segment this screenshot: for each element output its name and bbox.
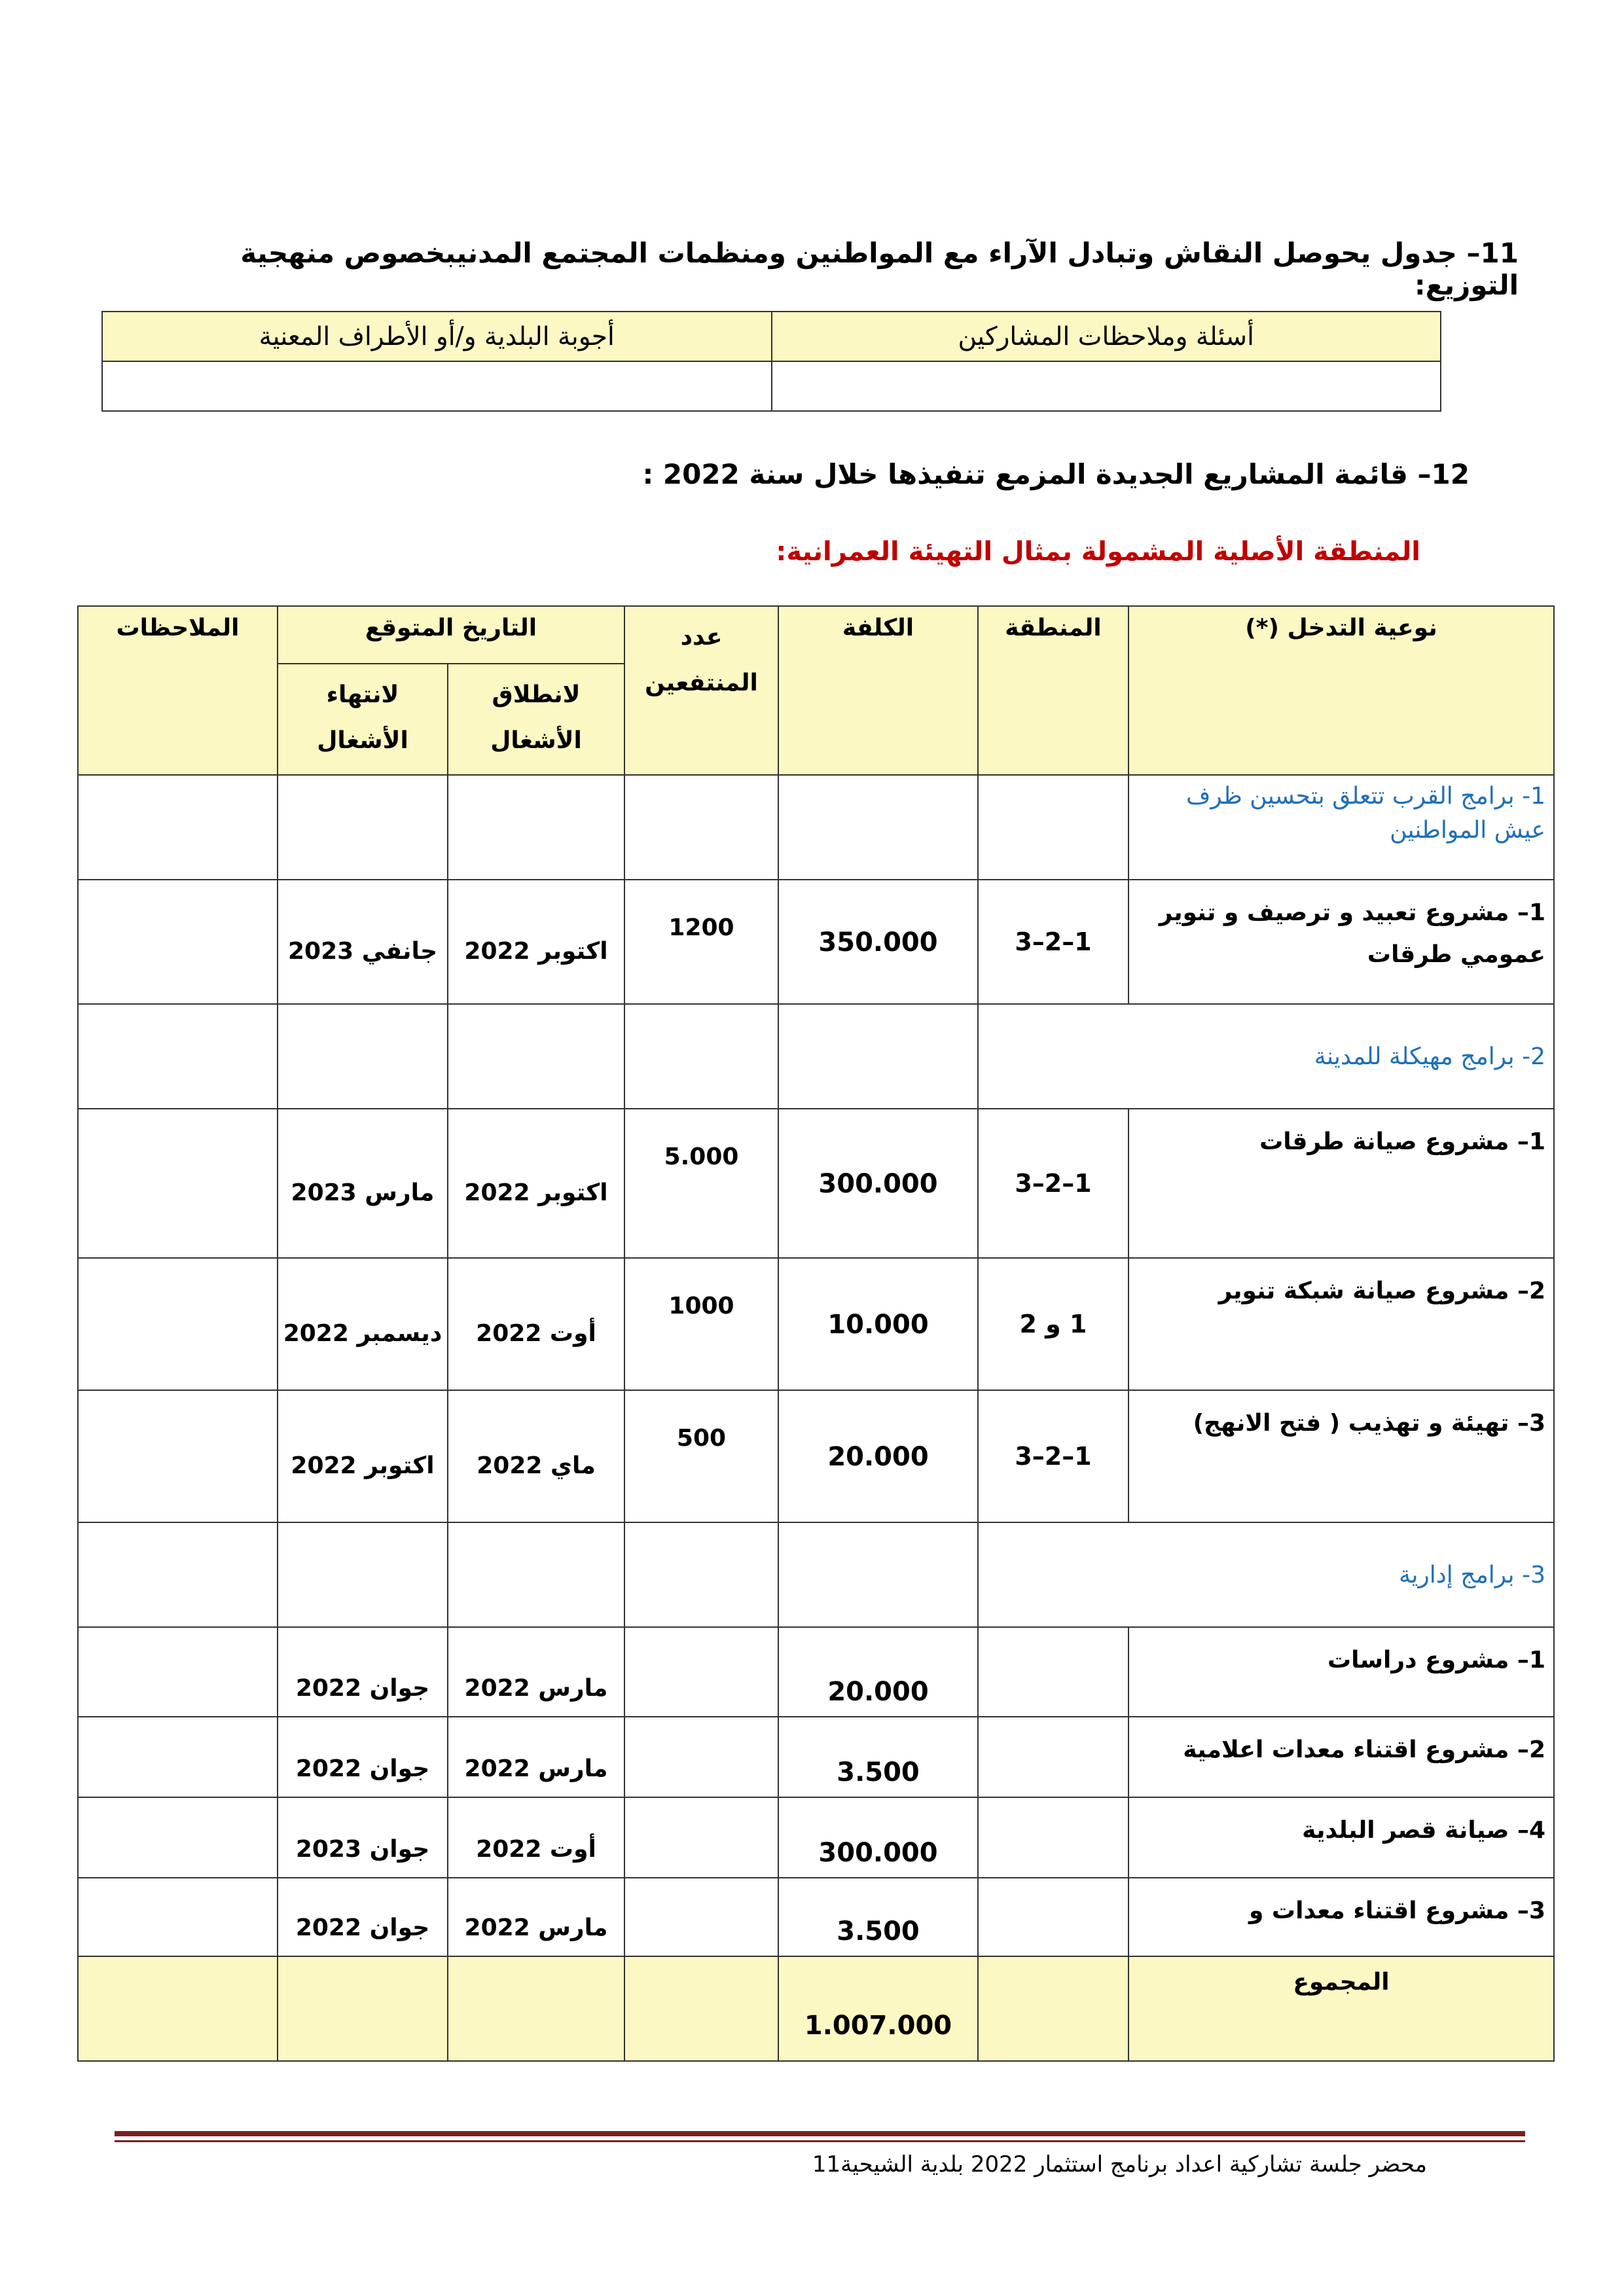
project-zone: 1 و 2 xyxy=(978,1258,1128,1390)
project-row xyxy=(78,1717,1554,1797)
project-cost: 20.000 xyxy=(778,1390,978,1522)
notes-cell xyxy=(78,1717,278,1797)
program-section-row xyxy=(78,775,1554,880)
answers-column-header: أجوبة البلدية و/أو الأطراف المعنية xyxy=(102,312,772,361)
project-end-date: مارس 2023 xyxy=(278,1109,448,1258)
project-row xyxy=(78,1797,1554,1878)
project-start-date: اكتوبر 2022 xyxy=(448,1109,624,1258)
project-beneficiaries xyxy=(624,1878,778,1956)
project-beneficiaries xyxy=(624,1797,778,1878)
notes-cell xyxy=(78,1627,278,1717)
notes-cell xyxy=(78,1109,278,1258)
project-name: 1– مشروع صيانة طرقات xyxy=(1128,1109,1554,1258)
start-cell xyxy=(448,1004,624,1109)
total-zone-cell xyxy=(978,1956,1128,2061)
project-cost: 3.500 xyxy=(778,1717,978,1797)
project-start-date: أوت 2022 xyxy=(448,1797,624,1878)
project-zone xyxy=(978,1627,1128,1717)
project-start-date: مارس 2022 xyxy=(448,1717,624,1797)
page-footer: محضر جلسة تشاركية اعداد برنامج استثمار 2022 بلدية الشيحية11 xyxy=(812,2151,1427,2178)
project-end-date: جوان 2022 xyxy=(278,1717,448,1797)
end-cell xyxy=(278,775,448,880)
cost-cell xyxy=(778,1522,978,1627)
answers-cell xyxy=(102,361,772,411)
project-beneficiaries: 500 xyxy=(624,1390,778,1522)
project-beneficiaries: 5.000 xyxy=(624,1109,778,1258)
notes-cell xyxy=(78,1004,278,1109)
notes-cell xyxy=(78,1258,278,1390)
cost-cell xyxy=(778,1004,978,1109)
project-beneficiaries xyxy=(624,1717,778,1797)
project-end-date: جوان 2022 xyxy=(278,1627,448,1717)
beneficiaries-cell xyxy=(624,1004,778,1109)
program-title: 3- برامج إدارية xyxy=(978,1522,1554,1627)
projects-table xyxy=(77,605,1555,2062)
program-section-row xyxy=(78,1522,1554,1627)
project-zone: 1–2–3 xyxy=(978,1390,1128,1522)
beneficiaries-header: عدد المنتفعين xyxy=(624,606,778,775)
project-cost: 300.000 xyxy=(778,1797,978,1878)
start-header: لانطلاق الأشغال xyxy=(448,664,624,775)
project-row xyxy=(78,1390,1554,1522)
project-name: 1– مشروع دراسات xyxy=(1128,1627,1554,1717)
project-end-date: جانفي 2023 xyxy=(278,880,448,1004)
notes-header: الملاحظات xyxy=(78,606,278,775)
project-beneficiaries xyxy=(624,1627,778,1717)
project-end-date: جوان 2023 xyxy=(278,1797,448,1878)
project-row xyxy=(78,1878,1554,1956)
expected-date-header: التاريخ المتوقع xyxy=(278,606,624,664)
project-start-date: ماي 2022 xyxy=(448,1390,624,1522)
beneficiaries-cell xyxy=(624,1522,778,1627)
project-name: 3– مشروع اقتناء معدات و xyxy=(1128,1878,1554,1956)
project-zone: 1–2–3 xyxy=(978,1109,1128,1258)
discussion-table xyxy=(101,311,1441,412)
cost-header: الكلفة xyxy=(778,606,978,775)
project-start-date: أوت 2022 xyxy=(448,1258,624,1390)
program-section-row xyxy=(78,1004,1554,1109)
zone-cell xyxy=(978,775,1128,880)
project-end-date: اكتوبر 2022 xyxy=(278,1390,448,1522)
end-header: لانتهاء الأشغال xyxy=(278,664,448,775)
type-header: نوعية التدخل (*) xyxy=(1128,606,1554,775)
project-name: 2– مشروع صيانة شبكة تنوير xyxy=(1128,1258,1554,1390)
total-ben-cell xyxy=(624,1956,778,2061)
questions-column-header: أسئلة وملاحظات المشاركين xyxy=(772,312,1441,361)
notes-cell xyxy=(78,880,278,1004)
questions-cell xyxy=(772,361,1441,411)
notes-cell xyxy=(78,775,278,880)
notes-cell xyxy=(78,1797,278,1878)
zone-subheading: المنطقة الأصلية المشمولة بمثال التهيئة العمرانية: xyxy=(776,537,1420,567)
footer-rule-thin xyxy=(115,2140,1525,2142)
project-row xyxy=(78,880,1554,1004)
project-cost: 10.000 xyxy=(778,1258,978,1390)
project-start-date: اكتوبر 2022 xyxy=(448,880,624,1004)
notes-cell xyxy=(78,1390,278,1522)
project-start-date: مارس 2022 xyxy=(448,1627,624,1717)
project-zone xyxy=(978,1717,1128,1797)
total-label: المجموع xyxy=(1128,1956,1554,2061)
cost-cell xyxy=(778,775,978,880)
project-start-date: مارس 2022 xyxy=(448,1878,624,1956)
end-cell xyxy=(278,1004,448,1109)
project-end-date: ديسمبر 2022 xyxy=(278,1258,448,1390)
project-zone: 1–2–3 xyxy=(978,880,1128,1004)
program-title: 2- برامج مهيكلة للمدينة xyxy=(978,1004,1554,1109)
section-11-heading: 11– جدول يحوصل النقاش وتبادل الآراء مع المواطنين ومنظمات المجتمع المدنيبخصوص منهجية التوزيع: xyxy=(240,237,1519,301)
project-name: 3– تهيئة و تهذيب ( فتح الانهج) xyxy=(1128,1390,1554,1522)
project-cost: 350.000 xyxy=(778,880,978,1004)
notes-cell xyxy=(78,1522,278,1627)
project-name: 2– مشروع اقتناء معدات اعلامية xyxy=(1128,1717,1554,1797)
project-name: 4– صيانة قصر البلدية xyxy=(1128,1797,1554,1878)
project-zone xyxy=(978,1797,1128,1878)
project-name: 1– مشروع تعبيد و ترصيف و تنوير عمومي طرقات xyxy=(1128,880,1554,1004)
project-end-date: جوان 2022 xyxy=(278,1878,448,1956)
project-cost: 300.000 xyxy=(778,1109,978,1258)
notes-cell xyxy=(78,1878,278,1956)
end-cell xyxy=(278,1522,448,1627)
project-row xyxy=(78,1109,1554,1258)
program-title: 1- برامج القرب تتعلق بتحسين ظرف عيش المواطنين xyxy=(1128,775,1554,880)
start-cell xyxy=(448,1522,624,1627)
project-row xyxy=(78,1627,1554,1717)
project-beneficiaries: 1000 xyxy=(624,1258,778,1390)
total-start-cell xyxy=(448,1956,624,2061)
footer-rule-thick xyxy=(115,2131,1525,2136)
project-zone xyxy=(978,1878,1128,1956)
project-cost: 3.500 xyxy=(778,1878,978,1956)
start-cell xyxy=(448,775,624,880)
total-notes-cell xyxy=(78,1956,278,2061)
total-cost: 1.007.000 xyxy=(778,1956,978,2061)
zone-header: المنطقة xyxy=(978,606,1128,775)
project-row xyxy=(78,1258,1554,1390)
section-12-heading: 12– قائمة المشاريع الجديدة المزمع تنفيذها خلال سنة 2022 : xyxy=(642,458,1470,490)
project-cost: 20.000 xyxy=(778,1627,978,1717)
total-end-cell xyxy=(278,1956,448,2061)
project-beneficiaries: 1200 xyxy=(624,880,778,1004)
beneficiaries-cell xyxy=(624,775,778,880)
